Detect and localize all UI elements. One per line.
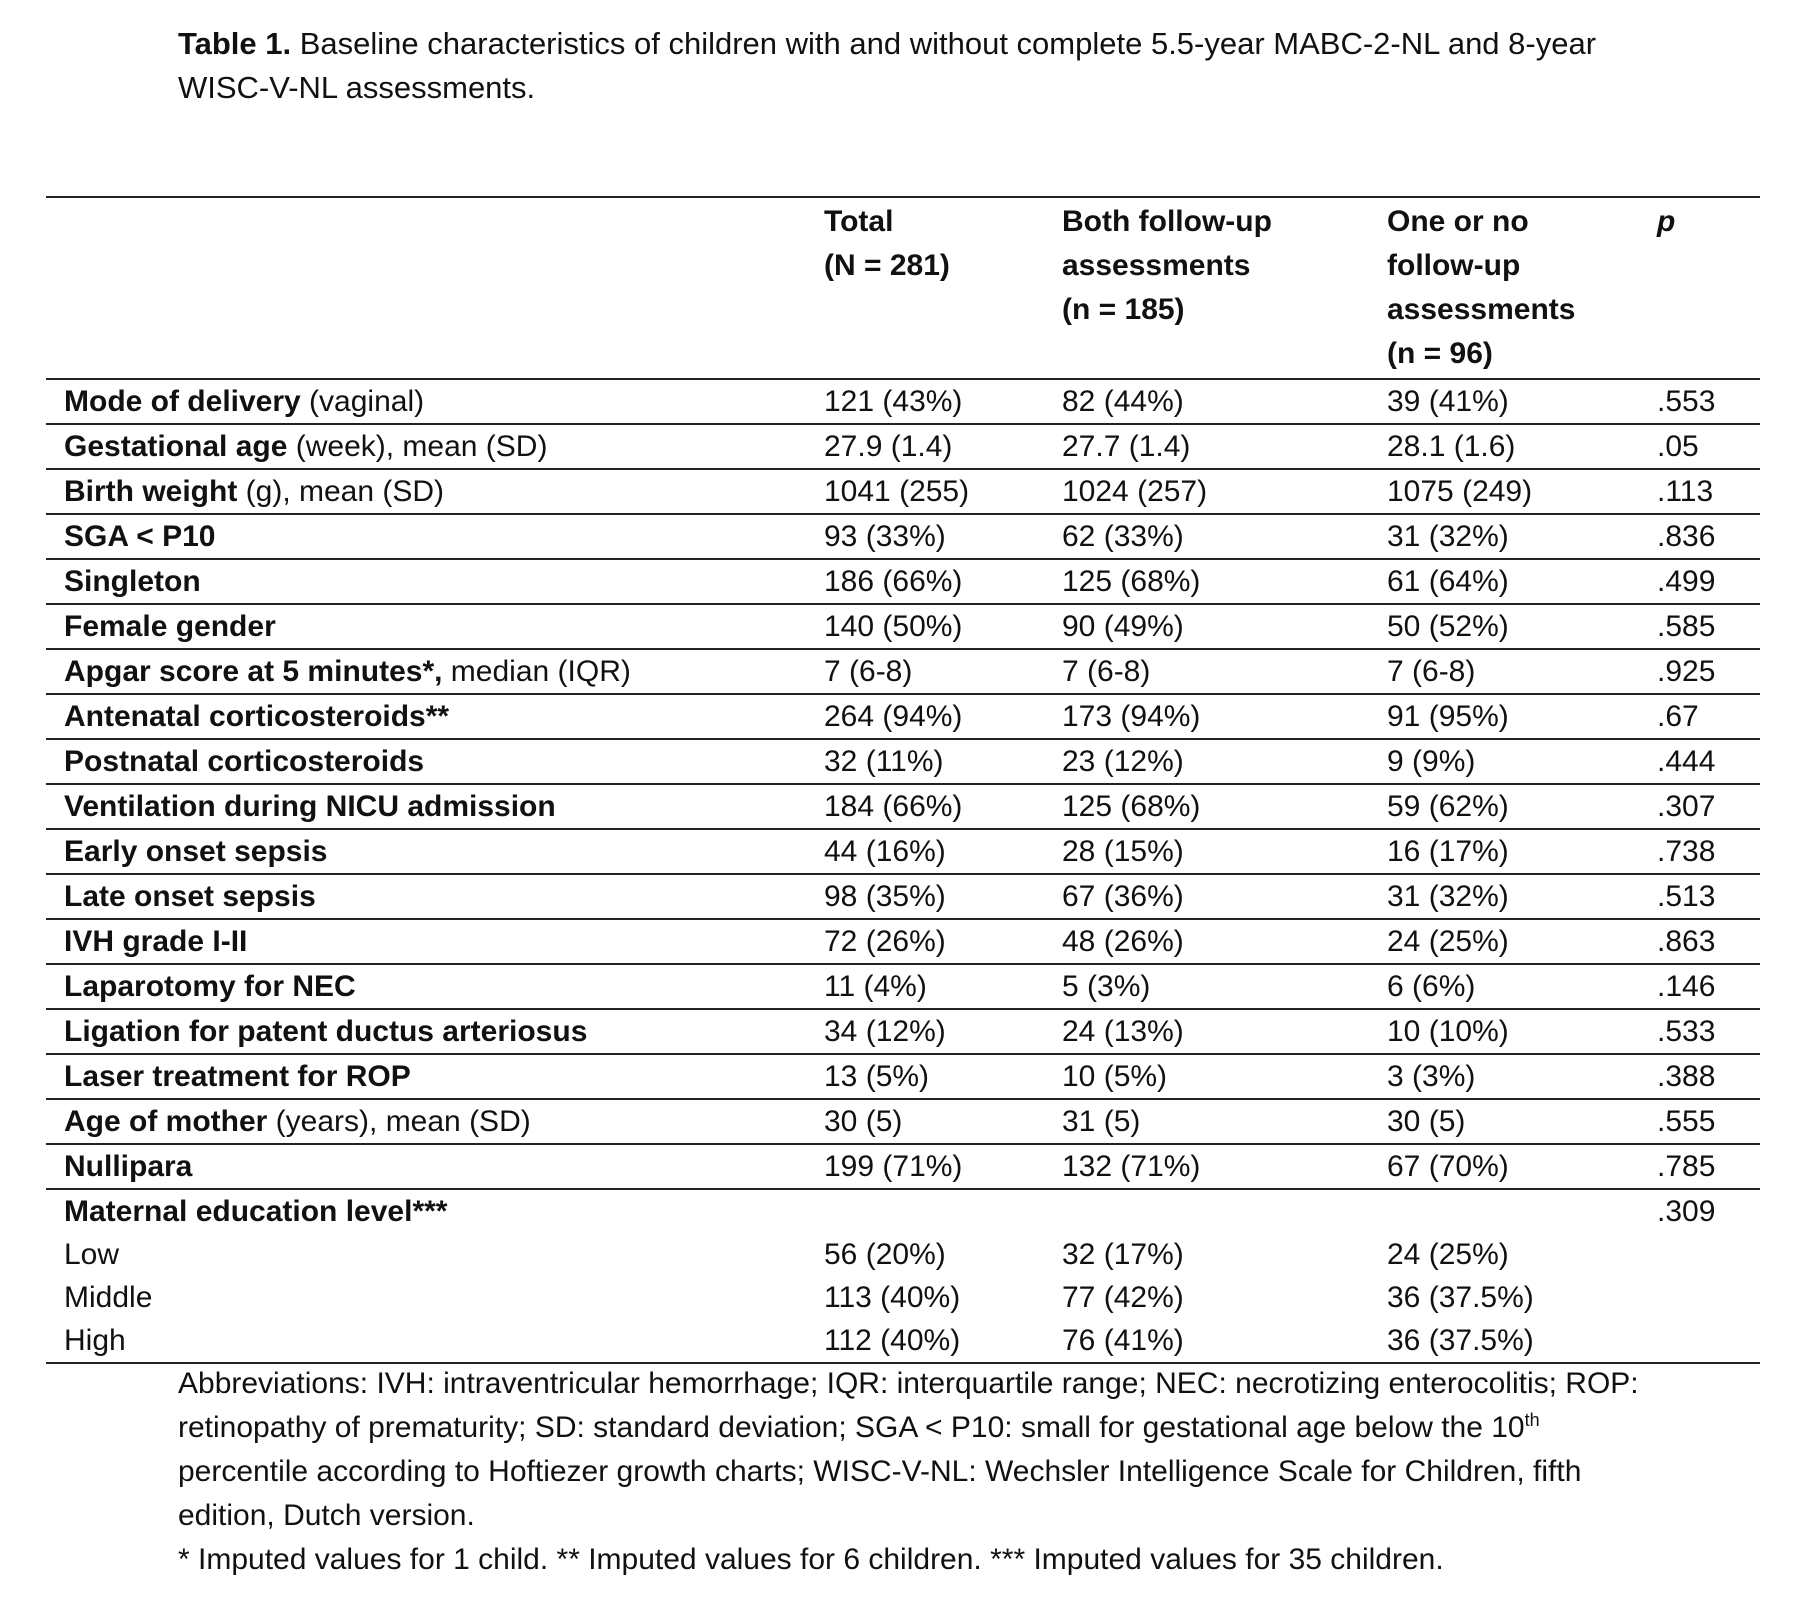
row-label: Birth weight (g), mean (SD) — [46, 469, 806, 514]
cell-one-or-no: 31 (32%) — [1369, 514, 1639, 559]
cell-p: .499 — [1639, 559, 1760, 604]
cell-both: 82 (44%) — [1044, 379, 1369, 424]
cell-total: 186 (66%) — [806, 559, 1044, 604]
cell-p: .836 — [1639, 514, 1760, 559]
cell-one-or-no: 24 (25%) — [1369, 919, 1639, 964]
abbreviations-note: Abbreviations: IVH: intraventricular hemorrhage; IQR: interquartile range; NEC: necrotizing enterocolitis; ROP: retinopathy of prematurity; SD: standard deviation; SGA < P10: small for gestational age below the 10th percentile according to Hoftiezer growth charts; WISC-V-NL: Wechsler Intelligence Scale for Children, fifth edition, Dutch version. — [178, 1367, 1639, 1532]
cell-both: 10 (5%) — [1044, 1054, 1369, 1099]
table-row — [46, 1276, 1760, 1319]
row-label: Low — [64, 1238, 120, 1271]
cell-both: 173 (94%) — [1044, 694, 1369, 739]
cell-total: 7 (6-8) — [806, 649, 1044, 694]
row-label: IVH grade I-II — [46, 919, 806, 964]
table-row — [46, 1054, 1760, 1099]
table-row — [46, 649, 1760, 694]
cell-p: .513 — [1639, 874, 1760, 919]
caption-label: Table 1. — [178, 26, 292, 61]
table-row — [46, 694, 1760, 739]
caption-text: Baseline characteristics of children with and without complete 5.5-year MABC-2-NL and 8-year WISC-V-NL assessments. — [178, 26, 1597, 105]
header-total: Total (N = 281) — [824, 205, 950, 282]
cell-p: .863 — [1639, 919, 1760, 964]
cell-p: .925 — [1639, 649, 1760, 694]
cell-one-or-no: 36 (37.5%) — [1369, 1319, 1639, 1363]
cell-one-or-no: 24 (25%) — [1387, 1238, 1509, 1271]
table-row — [46, 964, 1760, 1009]
cell-both: 28 (15%) — [1044, 829, 1369, 874]
cell-one-or-no: 59 (62%) — [1369, 784, 1639, 829]
cell-p: .785 — [1639, 1144, 1760, 1189]
cell-p: .444 — [1639, 739, 1760, 784]
cell-one-or-no: 61 (64%) — [1369, 559, 1639, 604]
cell-total: 32 (11%) — [806, 739, 1044, 784]
cell-total: 72 (26%) — [806, 919, 1044, 964]
cell-total: 44 (16%) — [806, 829, 1044, 874]
cell-both: 7 (6-8) — [1044, 649, 1369, 694]
row-label: Age of mother (years), mean (SD) — [46, 1099, 806, 1144]
cell-p: .585 — [1639, 604, 1760, 649]
cell-p: .113 — [1639, 469, 1760, 514]
table-row — [46, 604, 1760, 649]
table-row — [46, 379, 1760, 424]
cell-total — [806, 1189, 1044, 1233]
table-row — [46, 1233, 1760, 1276]
cell-total: 11 (4%) — [806, 964, 1044, 1009]
cell-both: 125 (68%) — [1044, 559, 1369, 604]
row-label: Laparotomy for NEC — [46, 964, 806, 1009]
row-label: Middle — [64, 1281, 153, 1314]
row-label: Nullipara — [46, 1144, 806, 1189]
row-label: Ligation for patent ductus arteriosus — [46, 1009, 806, 1054]
table-body — [46, 379, 1760, 1363]
cell-total: 93 (33%) — [806, 514, 1044, 559]
cell-both: 48 (26%) — [1044, 919, 1369, 964]
table-row — [46, 559, 1760, 604]
cell-both: 23 (12%) — [1044, 739, 1369, 784]
cell-both: 77 (42%) — [1062, 1281, 1184, 1314]
cell-both: 32 (17%) — [1062, 1238, 1184, 1271]
table-row — [46, 784, 1760, 829]
cell-p: .553 — [1639, 379, 1760, 424]
imputed-note: * Imputed values for 1 child. ** Imputed values for 6 children. *** Imputed values for 35 children. — [178, 1543, 1444, 1576]
cell-both: 125 (68%) — [1044, 784, 1369, 829]
cell-both: 132 (71%) — [1044, 1144, 1369, 1189]
cell-total: 112 (40%) — [806, 1319, 1044, 1363]
cell-one-or-no: 39 (41%) — [1369, 379, 1639, 424]
row-label: Postnatal corticosteroids — [46, 739, 806, 784]
cell-p: .388 — [1639, 1054, 1760, 1099]
row-label: Mode of delivery (vaginal) — [46, 379, 806, 424]
footnotes — [178, 1362, 1658, 1582]
cell-total: 13 (5%) — [806, 1054, 1044, 1099]
table-row — [46, 514, 1760, 559]
cell-p: .146 — [1639, 964, 1760, 1009]
cell-total: 199 (71%) — [806, 1144, 1044, 1189]
table-row — [46, 1099, 1760, 1144]
row-label: SGA < P10 — [46, 514, 806, 559]
row-label: Ventilation during NICU admission — [46, 784, 806, 829]
cell-both: 27.7 (1.4) — [1044, 424, 1369, 469]
cell-one-or-no: 36 (37.5%) — [1387, 1281, 1534, 1314]
cell-both: 24 (13%) — [1044, 1009, 1369, 1054]
table-row — [46, 424, 1760, 469]
cell-p: .307 — [1639, 784, 1760, 829]
cell-total: 264 (94%) — [806, 694, 1044, 739]
table-row — [46, 1319, 1760, 1363]
cell-one-or-no: 31 (32%) — [1369, 874, 1639, 919]
row-label: Singleton — [46, 559, 806, 604]
cell-both — [1044, 1189, 1369, 1233]
header-both: Both follow-up assessments (n = 185) — [1062, 205, 1272, 326]
cell-total: 121 (43%) — [806, 379, 1044, 424]
cell-both: 31 (5) — [1044, 1099, 1369, 1144]
cell-p — [1639, 1276, 1760, 1319]
row-label: Antenatal corticosteroids** — [46, 694, 806, 739]
row-label: Gestational age (week), mean (SD) — [46, 424, 806, 469]
group-label: Maternal education level*** — [64, 1195, 448, 1228]
cell-p: .05 — [1639, 424, 1760, 469]
table-row — [46, 739, 1760, 784]
cell-both: 67 (36%) — [1044, 874, 1369, 919]
cell-one-or-no: 3 (3%) — [1369, 1054, 1639, 1099]
group-row — [46, 1189, 1760, 1233]
cell-one-or-no — [1369, 1189, 1639, 1233]
cell-p: .555 — [1639, 1099, 1760, 1144]
header-row — [46, 197, 1760, 379]
cell-one-or-no: 1075 (249) — [1369, 469, 1639, 514]
row-label: Apgar score at 5 minutes*, median (IQR) — [46, 649, 806, 694]
cell-p — [1639, 1319, 1760, 1363]
cell-total: 56 (20%) — [824, 1238, 946, 1271]
table-row — [46, 874, 1760, 919]
header-p: p — [1657, 205, 1676, 238]
cell-p: .738 — [1639, 829, 1760, 874]
header-label-cell — [46, 197, 806, 379]
cell-total: 34 (12%) — [806, 1009, 1044, 1054]
cell-both: 1024 (257) — [1044, 469, 1369, 514]
row-label: Laser treatment for ROP — [46, 1054, 806, 1099]
cell-one-or-no: 50 (52%) — [1369, 604, 1639, 649]
cell-total: 140 (50%) — [806, 604, 1044, 649]
table-row — [46, 1009, 1760, 1054]
cell-both: 62 (33%) — [1044, 514, 1369, 559]
table-row — [46, 469, 1760, 514]
cell-one-or-no: 67 (70%) — [1369, 1144, 1639, 1189]
header-one-or-no: One or no follow-up assessments (n = 96) — [1387, 205, 1576, 370]
cell-total: 1041 (255) — [806, 469, 1044, 514]
table-row — [46, 829, 1760, 874]
cell-both: 76 (41%) — [1044, 1319, 1369, 1363]
row-label: Early onset sepsis — [46, 829, 806, 874]
table-caption — [178, 22, 1638, 110]
cell-one-or-no: 91 (95%) — [1369, 694, 1639, 739]
cell-one-or-no: 16 (17%) — [1369, 829, 1639, 874]
cell-one-or-no: 6 (6%) — [1369, 964, 1639, 1009]
cell-total: 30 (5) — [806, 1099, 1044, 1144]
baseline-table — [46, 196, 1760, 1364]
cell-one-or-no: 9 (9%) — [1369, 739, 1639, 784]
cell-total: 184 (66%) — [806, 784, 1044, 829]
row-label: Late onset sepsis — [46, 874, 806, 919]
row-label: Female gender — [46, 604, 806, 649]
cell-p: .67 — [1639, 694, 1760, 739]
cell-both: 5 (3%) — [1044, 964, 1369, 1009]
cell-p — [1639, 1233, 1760, 1276]
cell-one-or-no: 10 (10%) — [1369, 1009, 1639, 1054]
row-label: High — [46, 1319, 806, 1363]
cell-p: .533 — [1639, 1009, 1760, 1054]
cell-total: 27.9 (1.4) — [806, 424, 1044, 469]
cell-total: 113 (40%) — [824, 1281, 961, 1314]
cell-one-or-no: 28.1 (1.6) — [1369, 424, 1639, 469]
cell-both: 90 (49%) — [1044, 604, 1369, 649]
cell-one-or-no: 30 (5) — [1369, 1099, 1639, 1144]
cell-total: 98 (35%) — [806, 874, 1044, 919]
cell-p: .309 — [1657, 1195, 1716, 1228]
cell-one-or-no: 7 (6-8) — [1369, 649, 1639, 694]
table-row — [46, 919, 1760, 964]
table-row — [46, 1144, 1760, 1189]
